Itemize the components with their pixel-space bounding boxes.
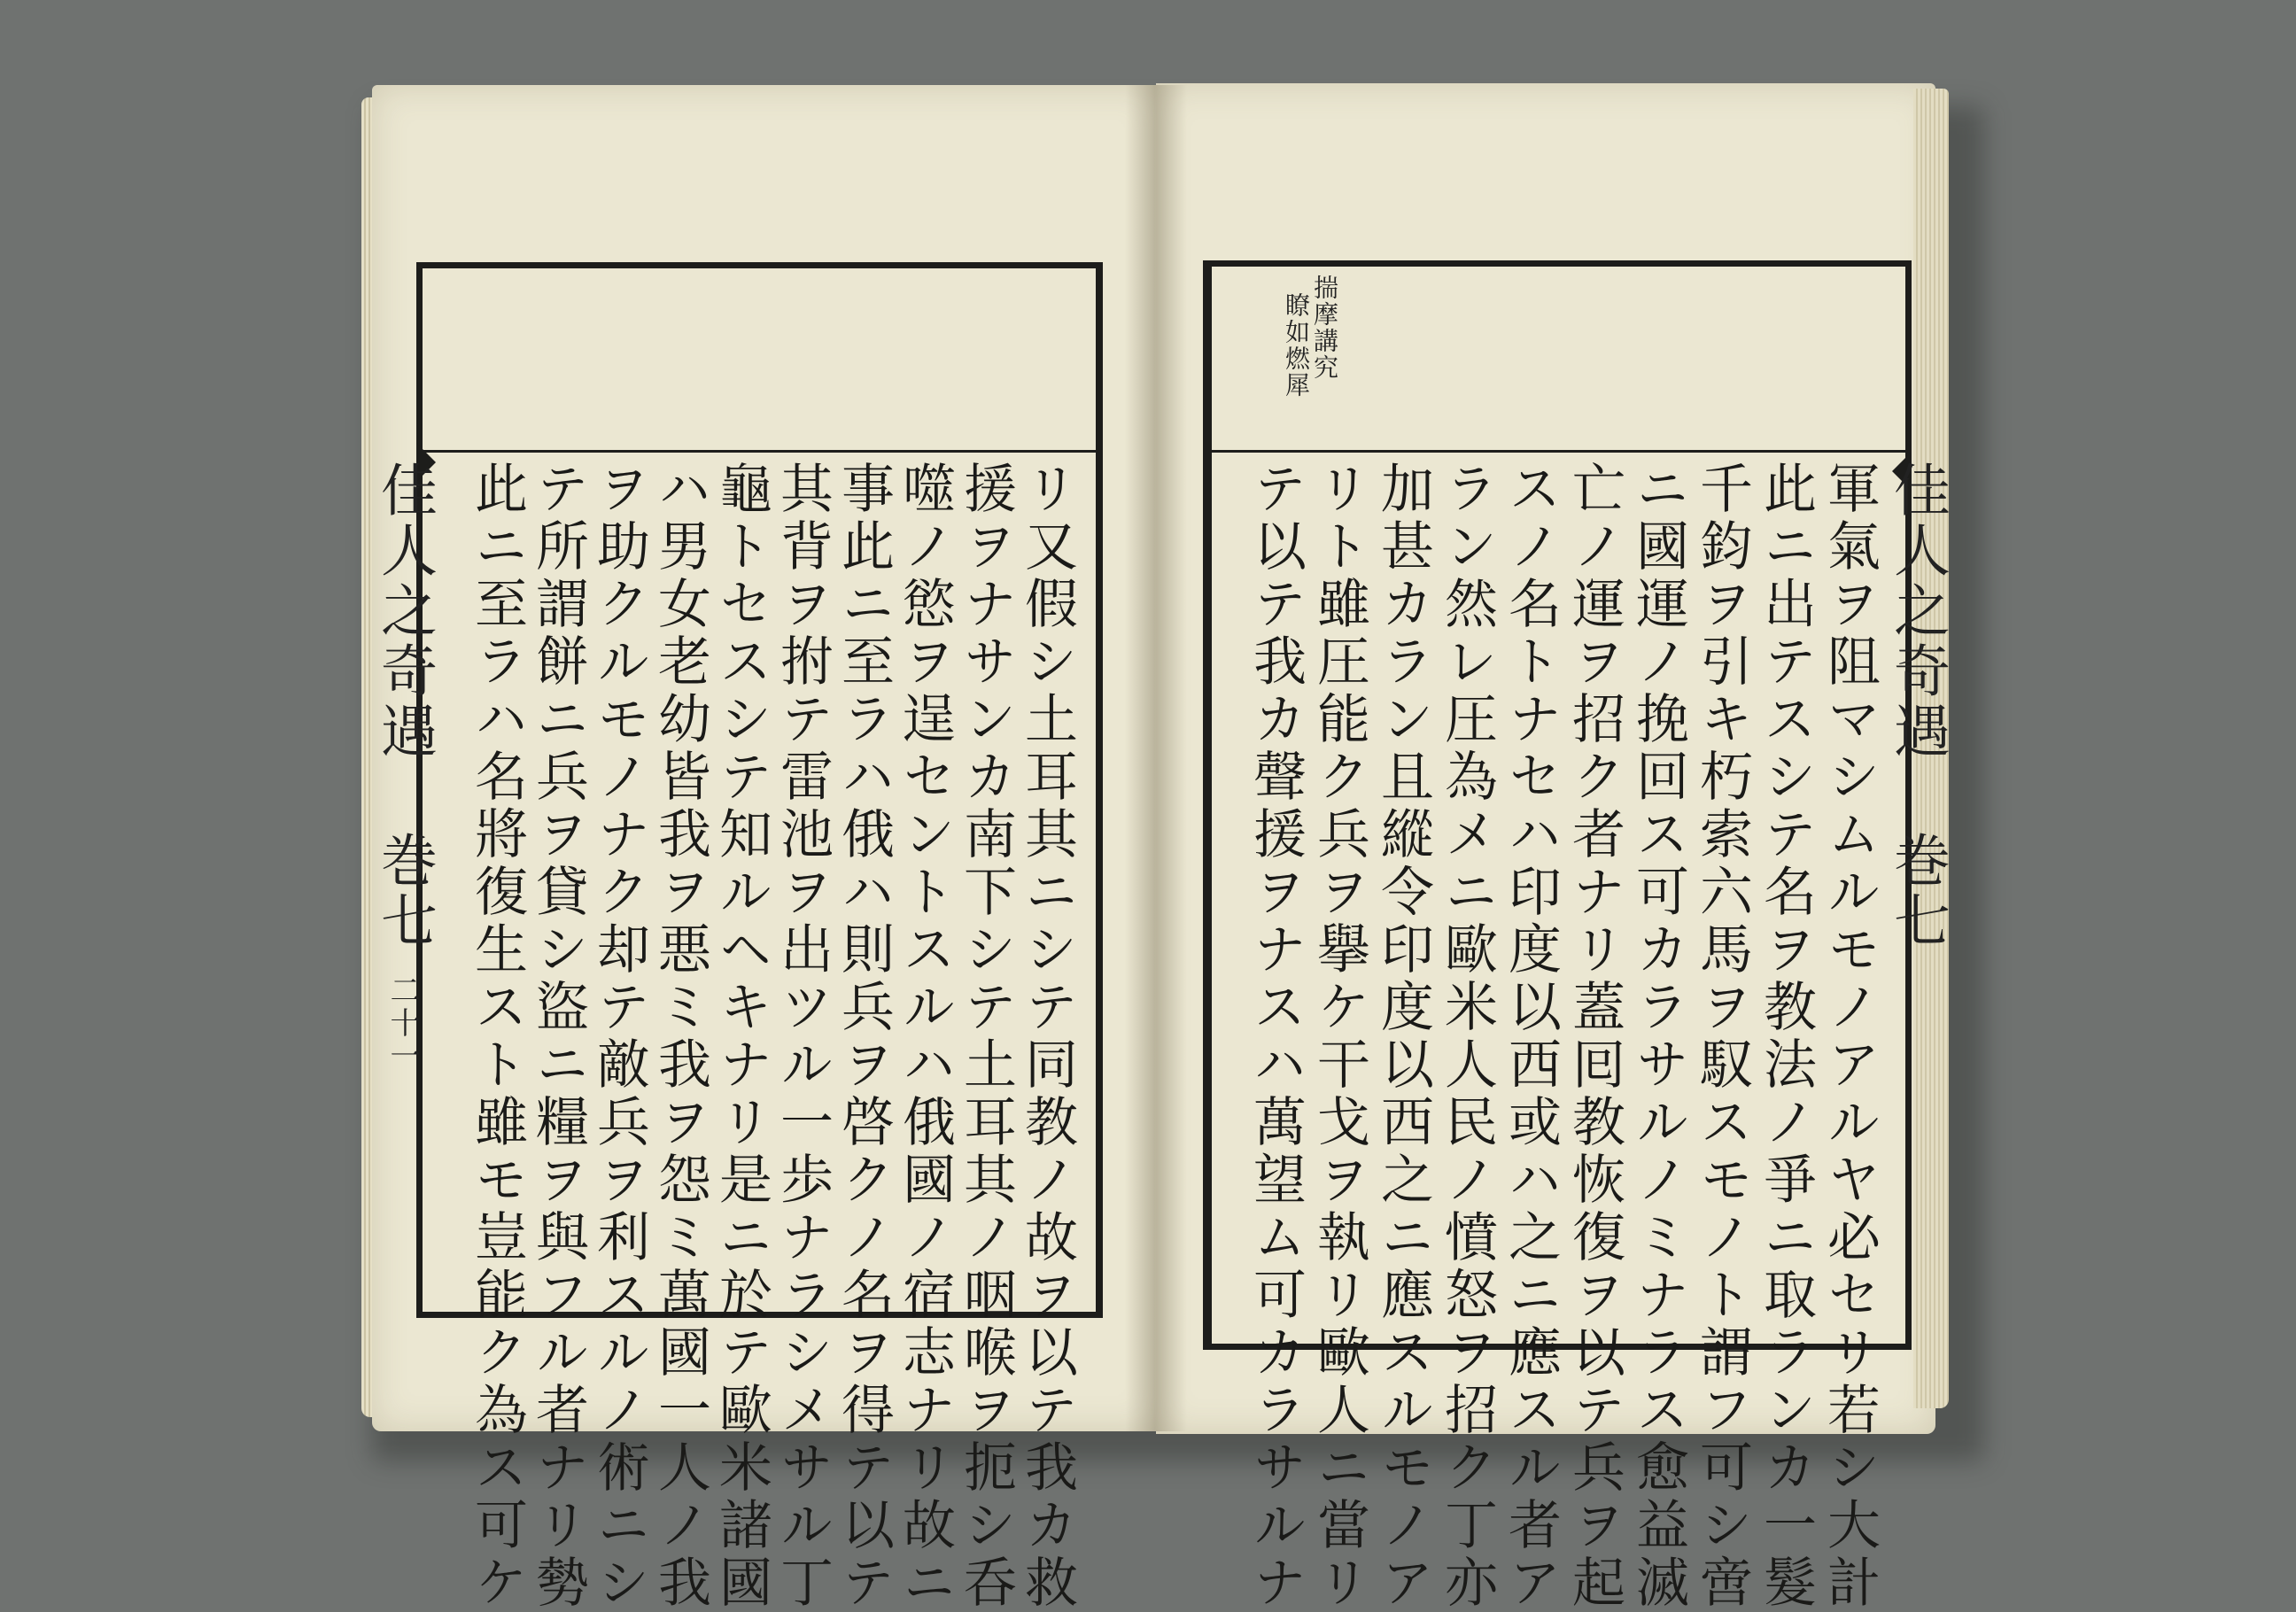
- right-column-6: スノ名トナセハ印度以西或ハ之ニ應スル者ア: [1500, 461, 1562, 1612]
- book-gutter: [1125, 85, 1187, 1431]
- right-column-3: 千鈞ヲ引キ朽索六馬ヲ馭スモノト謂フ可シ啻: [1691, 461, 1753, 1612]
- right-column-1: 軍氣ヲ阻マシムルモノアルヤ必セリ若シ大計: [1819, 461, 1881, 1612]
- left-column-6: 龜トセスシテ知ルヘキナリ是ニ於テ歐米諸國: [710, 461, 772, 1612]
- right-column-7: ラン然レ圧為メニ歐米人民ノ憤怒ヲ招ク丁亦: [1436, 461, 1498, 1612]
- right-column-rule: [1209, 267, 1212, 1344]
- right-column-10: テ以テ我カ聲援ヲナスハ萬望ム可カラサルナ: [1245, 461, 1307, 1612]
- left-column-1: リ又假シ土耳其ニシテ同教ノ故ヲ以テ我カ救: [1016, 461, 1078, 1612]
- right-column-4: ニ國運ノ挽回ス可カラサルノミナラス愈益滅: [1627, 461, 1689, 1612]
- right-column-5: 亡ノ運ヲ招ク者ナリ蓋囘教恢復ヲ以テ兵ヲ起: [1563, 461, 1625, 1612]
- left-column-4: 事此ニ至ラハ俄ハ則兵ヲ啓クノ名ヲ得テ以テ: [833, 461, 895, 1612]
- left-headspace-rule: [423, 450, 1097, 453]
- right-column-9: リト雖圧能ク兵ヲ擧ケ干戈ヲ執リ歐人ニ當リ: [1308, 461, 1370, 1612]
- headnote-line-2: 瞭如燃犀: [1282, 292, 1311, 399]
- left-column-3: 噬ノ慾ヲ逞セントスルハ俄國ノ宿志ナリ故ニ: [894, 461, 956, 1612]
- headnote-line-1: 揣摩講究: [1310, 275, 1339, 381]
- right-headspace-rule: [1209, 450, 1905, 453]
- left-margin-title: 佳人之奇遇 巻七: [371, 461, 437, 951]
- left-column-rule: [1096, 268, 1098, 1312]
- left-column-2: 援ヲナサンカ南下シテ土耳其ノ咽喉ヲ扼シ呑: [955, 461, 1017, 1612]
- right-margin-title: 佳人之奇遇 巻七: [1884, 461, 1950, 951]
- left-column-10: 此ニ至ラハ名將復生スト雖モ豈能ク為ス可ケ: [466, 461, 528, 1612]
- right-column-2: 此ニ出テスシテ名ヲ教法ノ爭ニ取ランカ一髮: [1755, 461, 1817, 1612]
- left-column-9: テ所謂餅ニ兵ヲ貸シ盜ニ糧ヲ與フル者ナリ勢: [527, 461, 589, 1612]
- left-column-8: ヲ助クルモノナク却テ敵兵ヲ利スルノ術ニシ: [588, 461, 650, 1612]
- left-column-5: 其背ヲ拊テ雷池ヲ出ツル一歩ナラシメサル丁: [772, 461, 834, 1612]
- left-column-7: ハ男女老幼皆我ヲ悪ミ我ヲ怨ミ萬國一人ノ我: [649, 461, 711, 1612]
- right-column-8: 加甚カラン且縱令印度以西之ニ應スルモノア: [1372, 461, 1434, 1612]
- left-folio: 二十一: [384, 974, 420, 1073]
